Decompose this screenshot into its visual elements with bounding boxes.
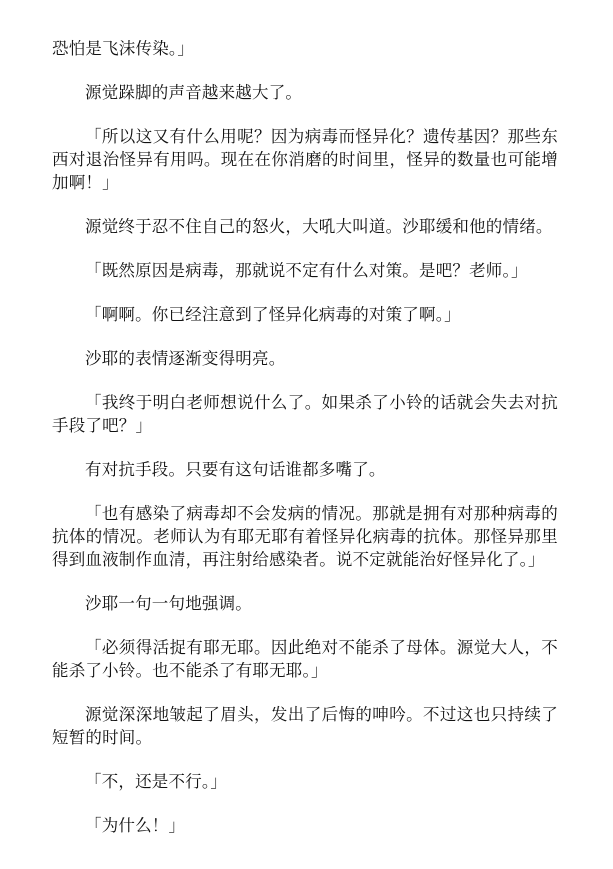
paragraph: 源觉深深地皱起了眉头，发出了后悔的呻吟。不过这也只持续了短暂的时间。 (52, 705, 558, 747)
paragraph: 源觉跺脚的声音越来越大了。 (85, 83, 303, 102)
paragraph: 沙耶的表情逐渐变得明亮。 (85, 349, 286, 368)
paragraph: 沙耶一句一句地强调。 (85, 594, 252, 613)
paragraph: 「啊啊。你已经注意到了怪异化病毒的对策了啊。」 (85, 305, 461, 324)
paragraph: 有对抗手段。只要有这句话谁都多嘴了。 (85, 460, 386, 479)
paragraph: 「所以这又有什么用呢？因为病毒而怪异化？遗传基因？那些东西对退治怪异有用吗。现在在你消磨的时间里，怪异的数量也可能增加啊！」 (52, 127, 558, 192)
paragraph: 「我终于明白老师想说什么了。如果杀了小铃的话就会失去对抗手段了吧？」 (52, 393, 558, 435)
paragraph: 源觉终于忍不住自己的怒火，大吼大叫道。沙耶缓和他的情绪。 (85, 217, 553, 236)
paragraph: 恐怕是飞沫传染。」 (52, 39, 195, 58)
paragraph: 「为什么！」 (85, 816, 186, 835)
paragraph: 「也有感染了病毒却不会发病的情况。那就是拥有对那种病毒的抗体的情况。老师认为有耶无耶有着怪异化病毒的抗体。那怪异那里得到血液制作血清，再注射给感染者。说不定就能治好怪异化了。」 (52, 504, 558, 569)
paragraph: 「必须得活捉有耶无耶。因此绝对不能杀了母体。源觉大人，不能杀了小铃。也不能杀了有耶无耶。」 (52, 638, 558, 680)
paragraph: 「既然原因是病毒，那就说不定有什么对策。是吧？老师。」 (85, 261, 528, 280)
text-body (52, 37, 558, 858)
paragraph: 「不，还是不行。」 (85, 772, 228, 791)
